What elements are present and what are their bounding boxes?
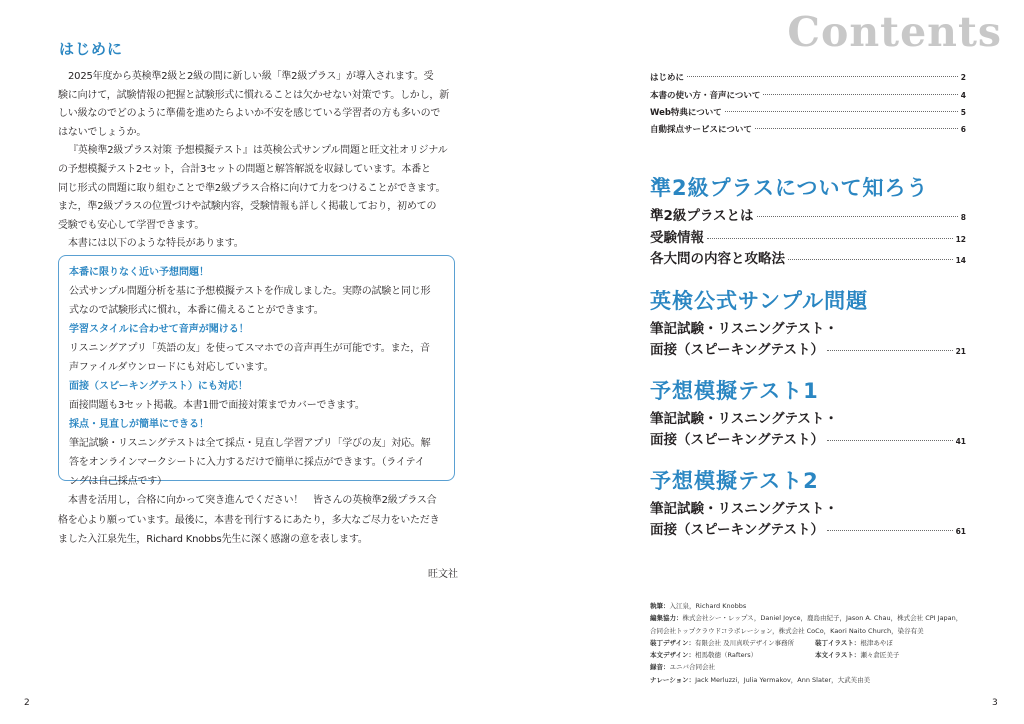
credit-label: ナレーション： <box>650 675 696 684</box>
toc-label: 受験情報 <box>650 230 704 246</box>
feature-desc-line: 面接問題も3セット掲載。本書1冊で面接対策までカバーできます。 <box>69 400 365 411</box>
toc-leader <box>755 128 958 129</box>
feature-desc <box>69 434 444 491</box>
intro-line: 験に向けて，試験情報の把握と試験形式に慣れることは欠かせない対策です。しかし，新 <box>58 89 449 101</box>
feature-desc-line: リスニングアプリ「英語の友」を使ってスマホでの音声再生が可能です。また，音 <box>69 343 430 354</box>
toc-leader <box>827 530 953 531</box>
toc-leader <box>687 76 958 77</box>
toc-item[interactable] <box>650 428 966 448</box>
credit-label: 編集協力： <box>650 614 683 623</box>
toc-page: 6 <box>960 125 966 134</box>
intro-paragraph-2 <box>58 142 468 235</box>
toc-section-title[interactable]: 予想模擬テスト1 <box>650 379 819 403</box>
feature-title: 面接（スピーキングテスト）にも対応！ <box>69 381 248 392</box>
toc-page: 21 <box>955 347 966 356</box>
toc-item[interactable] <box>650 247 966 267</box>
credit-row <box>650 625 995 637</box>
toc-page: 12 <box>955 235 966 244</box>
feature-desc-line: 声ファイルダウンロードにも対応しています。 <box>69 362 274 373</box>
credits <box>650 600 995 686</box>
toc-item[interactable] <box>650 226 966 246</box>
toc-leader <box>788 259 953 260</box>
credit-value: 相馬敬徳（Rafters） <box>695 651 758 660</box>
credit-value: 株式会社シー・レップス，Daniel Joyce，鹿島由紀子，Jason A. Chau，株式会社 CPI Japan， <box>682 614 963 623</box>
feature-title: 学習スタイルに合わせて音声が聞ける！ <box>69 324 249 335</box>
credit-label: 本文デザイン： <box>650 651 696 660</box>
credit-col <box>815 649 980 661</box>
credit-col <box>815 637 980 649</box>
feature-item <box>69 263 444 320</box>
toc-label: 面接（スピーキングテスト） <box>650 432 825 448</box>
closing-paragraph <box>58 491 468 550</box>
credit-row <box>650 661 995 673</box>
features-box <box>58 255 455 487</box>
toc-leader <box>725 111 958 112</box>
intro-line: はないでしょうか。 <box>58 126 147 138</box>
credit-value: 瀬々倉匠美子 <box>860 651 900 660</box>
toc-page: 61 <box>955 527 966 536</box>
toc-item[interactable] <box>650 518 966 538</box>
closing-text <box>58 491 468 550</box>
toc-page: 2 <box>960 73 966 82</box>
credit-value: 有限会社 及川真咲デザイン事務所 <box>695 638 795 647</box>
toc-leader <box>763 94 957 95</box>
feature-desc <box>69 339 444 377</box>
toc-label: 準2級プラスとは <box>650 208 754 224</box>
credit-row <box>650 600 995 612</box>
toc-label: 自動採点サービスについて <box>650 125 752 135</box>
credit-value: 合同会社トップクラウドコラボレーション，株式会社 CoCo，Kaori Naito Church，染谷有美 <box>650 626 924 635</box>
toc-section-title[interactable]: 英検公式サンプル問題 <box>650 289 869 313</box>
toc-label: 各大問の内容と攻略法 <box>650 251 785 267</box>
feature-item <box>69 320 444 377</box>
intro-line: 受験でも安心して学習できます。 <box>58 219 205 231</box>
feature-title: 採点・見直しが簡単にできる！ <box>69 419 209 430</box>
toc-label: はじめに <box>650 73 685 83</box>
feature-item <box>69 415 444 491</box>
feature-desc <box>69 396 444 415</box>
toc-section-title[interactable]: 予想模擬テスト2 <box>650 469 819 493</box>
credit-value: ユニバ合同会社 <box>669 663 715 672</box>
intro-text <box>58 68 468 254</box>
credit-row <box>650 612 995 624</box>
intro-line: 本書には以下のような特長があります。 <box>68 238 244 250</box>
toc-item[interactable] <box>650 89 966 101</box>
closing-line: ました入江泉先生，Richard Knobbs先生に深く感謝の意を表します。 <box>58 534 368 545</box>
feature-desc <box>69 282 444 320</box>
feature-desc-line: 公式サンプル問題分析を基に予想模擬テストを作成しました。実際の試験と同じ形 <box>69 286 431 297</box>
intro-line: 『英検準2級プラス対策 予想模擬テスト』は英検公式サンプル問題と旺文社オリジナル <box>68 145 448 157</box>
contents-heading: Contents <box>787 8 1002 56</box>
credit-label: 執筆： <box>650 602 670 610</box>
feature-desc-line: 筆記試験・リスニングテストは全て採点・見直し学習アプリ「学びの友」対応。解 <box>69 438 431 449</box>
intro-line: 2025年度から英検準2級と2級の間に新しい級「準2級プラス」が導入されます。受 <box>68 71 434 82</box>
credit-value: 根津あやぼ <box>860 638 893 647</box>
credit-label: 本文イラスト： <box>815 651 861 660</box>
toc-page: 8 <box>960 213 966 222</box>
page-number-right: 3 <box>992 698 998 708</box>
toc-leader <box>827 350 953 351</box>
toc-label: 面接（スピーキングテスト） <box>650 342 825 358</box>
intro-title: はじめに <box>59 40 124 58</box>
intro-line: また，準2級プラスの位置づけや試験内容，受験情報も詳しく掲載しており，初めての <box>58 201 437 213</box>
toc-item[interactable] <box>650 204 966 224</box>
intro-paragraph-1 <box>58 68 468 142</box>
intro-line: 同じ形式の問題に取り組むことで準2級プラス合格に向けて力をつけることができます。 <box>58 182 446 194</box>
credit-row <box>650 674 995 686</box>
closing-line: 格を心より願っています。最後に，本書を刊行するにあたり，多大なご尽力をいただき <box>58 514 440 526</box>
toc-page: 4 <box>960 91 966 100</box>
credit-col <box>650 637 815 649</box>
toc-label: 筆記試験・リスニングテスト・ <box>650 501 838 517</box>
credit-value: 入江泉，Richard Knobbs <box>669 602 747 610</box>
toc-label: 本書の使い方・音声について <box>650 91 761 101</box>
credit-col <box>650 649 815 661</box>
closing-line: 本書を活用し，合格に向かって突き進んでください！ 皆さんの英検準2級プラス合 <box>68 495 437 506</box>
credit-value: Jack Merluzzi，Julia Yermakov，Ann Slater，大武芙由美 <box>695 675 871 684</box>
credit-row <box>650 637 995 649</box>
toc-page: 5 <box>960 108 966 117</box>
intro-line: の予想模擬テスト2セット，合計3セットの問題と解答解説を収録しています。本番と <box>58 163 431 175</box>
feature-desc-line: 答をオンラインマークシートに入力するだけで簡単に採点ができます。（ライテイ <box>69 457 425 468</box>
toc-section-title[interactable]: 準2級プラスについて知ろう <box>650 176 929 200</box>
toc-leader <box>757 216 958 217</box>
intro-line: しい級なのでどのように準備を進めたらよいか不安を感じている学習者の方も多いので <box>58 108 441 120</box>
toc-item[interactable] <box>650 123 966 135</box>
toc-page: 41 <box>955 437 966 446</box>
toc-label: 面接（スピーキングテスト） <box>650 522 825 538</box>
credit-label: 録音： <box>650 663 670 672</box>
feature-item <box>69 377 444 415</box>
page-number-left: 2 <box>24 698 30 708</box>
toc-item[interactable] <box>650 338 966 358</box>
feature-desc-line: ングは自己採点です） <box>69 476 167 487</box>
toc-leader <box>707 238 953 239</box>
publisher-signature: 旺文社 <box>428 569 458 580</box>
toc-leader <box>827 440 953 441</box>
toc-label: Web特典について <box>650 108 722 118</box>
intro-paragraph-3 <box>58 235 468 254</box>
toc-item[interactable] <box>650 71 966 83</box>
credit-label: 装丁デザイン： <box>650 638 696 647</box>
credit-row <box>650 649 995 661</box>
toc-item[interactable] <box>650 106 966 118</box>
toc-page: 14 <box>955 256 966 265</box>
feature-desc-line: 式なので試験形式に慣れ，本番に備えることができます。 <box>69 305 324 316</box>
feature-title: 本番に限りなく近い予想問題！ <box>69 267 209 278</box>
toc-label: 筆記試験・リスニングテスト・ <box>650 411 838 427</box>
credit-label: 装丁イラスト： <box>815 638 861 647</box>
toc-label: 筆記試験・リスニングテスト・ <box>650 321 838 337</box>
